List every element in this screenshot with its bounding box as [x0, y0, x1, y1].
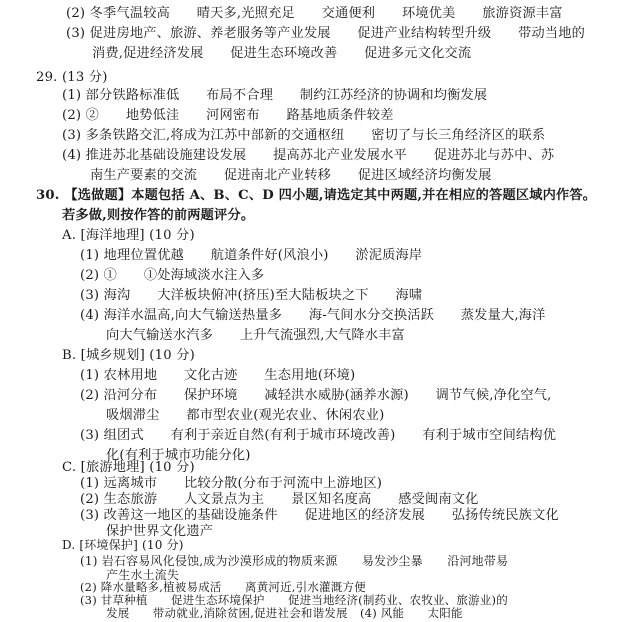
section-d-4: (4) 风能 太阳能 — [360, 606, 463, 620]
section-c-2: (2) 生态旅游 人文景点为主 景区知名度高 感受闽南文化 — [80, 492, 479, 507]
q29-answer-1: (1) 部分铁路标准低 布局不合理 制约江苏经济的协调和均衡发展 — [62, 88, 488, 103]
q28-answer-3: (3) 促进房地产、旅游、养老服务等产业发展 促进产业结构转型升级 带动当地的 — [66, 26, 586, 41]
section-d-1-cont: 产生水土流失 — [106, 568, 180, 582]
section-a-3: (3) 海沟 大洋板块俯冲(挤压)至大陆板块之下 海啸 — [80, 288, 423, 303]
section-d-2: (2) 降水量略多,植被易成活 离黄河近,引水灌溉方便 — [80, 580, 366, 594]
q29-heading: 29. (13 分) — [36, 70, 108, 85]
q29-answer-2: (2) ② 地势低洼 河网密布 路基地质条件较差 — [62, 108, 394, 123]
q28-answer-2: (2) 冬季气温较高 晴天多,光照充足 交通便利 环境优美 旅游资源丰富 — [66, 6, 563, 21]
section-d-3-cont: 发展 带动就业,消除贫困,促进社会和谐发展 — [106, 606, 348, 620]
section-d-3: (3) 甘草种植 促进生态环境保护 促进当地经济(制药业、农牧业、旅游业)的 — [80, 593, 508, 607]
section-a-2: (2) ① ①处海域淡水注入多 — [80, 268, 265, 283]
q30-heading-cont: 若多做,则按作答的前两题评分。 — [62, 208, 255, 223]
q30-heading: 30. 【选做题】本题包括 A、B、C、D 四小题,请选定其中两题,并在相应的答题区域内作答。 — [36, 188, 597, 203]
section-b-2: (2) 沿河分布 保护环境 减轻洪水威胁(涵养水源) 调节气候,净化空气, — [80, 388, 552, 403]
section-d-1: (1) 岩石容易风化侵蚀,成为沙漠形成的物质来源 易发沙尘暴 沿河地带易 — [80, 554, 509, 568]
section-c-3: (3) 改善这一地区的基础设施条件 促进地区的经济发展 弘扬传统民族文化 — [80, 508, 559, 523]
section-a-4: (4) 海洋水温高,向大气输送热量多 海-气间水分交换活跃 蒸发量大,海洋 — [80, 308, 546, 323]
q29-answer-3: (3) 多条铁路交汇,将成为江苏中部新的交通枢纽 密切了与长三角经济区的联系 — [62, 128, 546, 143]
section-a-title: A. [海洋地理] (10 分) — [62, 228, 195, 243]
section-d-title: D. [环境保护] (10 分) — [62, 538, 184, 552]
section-b-2-cont: 吸烟滞尘 都市型农业(观光农业、休闲农业) — [106, 408, 385, 423]
section-c-1: (1) 远离城市 比较分散(分布于河流中上游地区) — [80, 476, 383, 491]
q28-answer-3-cont: 消费,促进经济发展 促进生态环境改善 促进多元文化交流 — [92, 46, 472, 61]
section-b-1: (1) 农林用地 文化古迹 生态用地(环境) — [80, 368, 356, 383]
section-c-title: C. [旅游地理] (10 分) — [62, 460, 195, 475]
section-b-title: B. [城乡规划] (10 分) — [62, 348, 195, 363]
section-a-1: (1) 地理位置优越 航道条件好(风浪小) 淤泥质海岸 — [80, 248, 423, 263]
q29-answer-4-cont: 南生产要素的交流 促进南北产业转移 促进区域经济均衡发展 — [90, 168, 492, 183]
section-c-3-cont: 保护世界文化遗产 — [106, 524, 214, 539]
section-b-3-cont: 化(有利于城市功能分化) — [106, 448, 251, 463]
q29-answer-4: (4) 推进苏北基础设施建设发展 提高苏北产业发展水平 促进苏北与苏中、苏 — [62, 148, 555, 163]
section-a-4-cont: 向大气输送水汽多 上升气流强烈,大气降水丰富 — [106, 328, 405, 343]
section-b-3: (3) 组团式 有利于亲近自然(有利于城市环境改善) 有利于城市空间结构优 — [80, 428, 557, 443]
